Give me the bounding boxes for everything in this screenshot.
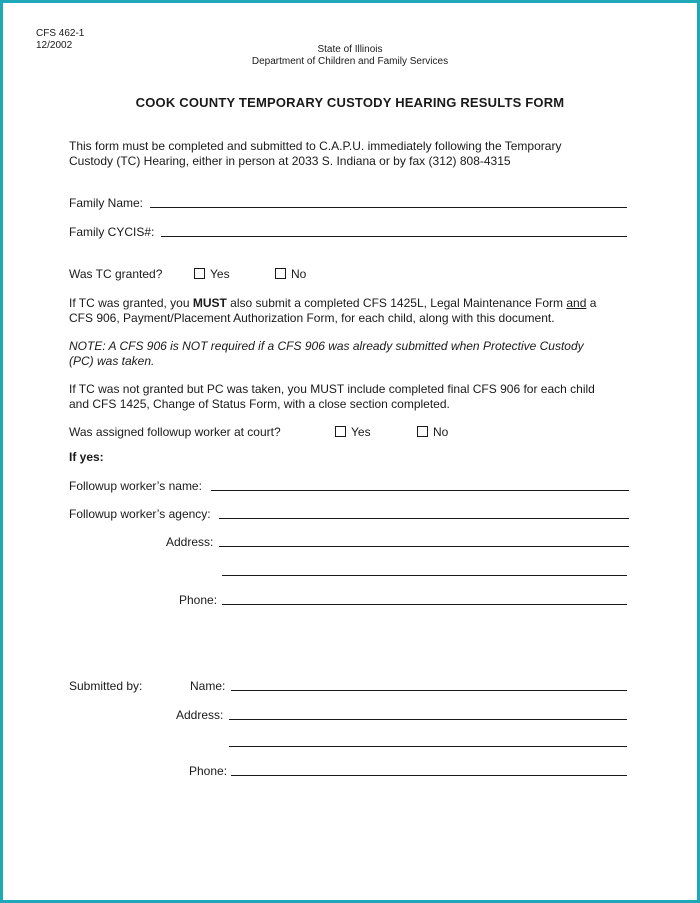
tc-no-checkbox[interactable]: [275, 268, 286, 279]
worker-address-field-1[interactable]: [219, 546, 629, 547]
form-date: 12/2002: [36, 40, 73, 51]
submitter-phone-field[interactable]: [231, 775, 627, 776]
submitter-address-label: Address:: [176, 708, 224, 722]
agency-state: State of Illinois: [317, 44, 383, 55]
worker-yes-label: Yes: [351, 425, 371, 439]
intro-line-1: This form must be completed and submitted to C.A.P.U. immediately following the Temporary: [69, 139, 562, 153]
note-line-2: (PC) was taken.: [69, 354, 155, 368]
note-line-1: NOTE: A CFS 906 is NOT required if a CFS 906 was already submitted when Protective Custody: [69, 339, 584, 353]
worker-name-field[interactable]: [211, 490, 629, 491]
tc-granted-question: Was TC granted?: [69, 267, 163, 281]
submitter-address-field-1[interactable]: [229, 719, 627, 720]
submitter-phone-label: Phone:: [189, 764, 228, 778]
and-emphasis: and: [566, 296, 587, 310]
family-name-label: Family Name:: [69, 196, 144, 210]
worker-phone-label: Phone:: [179, 593, 218, 607]
agency-department: Department of Children and Family Services: [251, 56, 449, 67]
family-name-field[interactable]: [150, 207, 627, 208]
tc-yes-checkbox[interactable]: [194, 268, 205, 279]
submitter-name-field[interactable]: [231, 690, 627, 691]
if-yes-heading: If yes:: [69, 450, 104, 464]
tc-yes-label: Yes: [210, 267, 230, 281]
pc-taken-line-1: If TC was not granted but PC was taken, you MUST include completed final CFS 906 for each child: [69, 382, 595, 396]
worker-address-label: Address:: [166, 535, 214, 549]
worker-agency-field[interactable]: [219, 518, 629, 519]
submitter-address-field-2[interactable]: [229, 746, 627, 747]
worker-name-label: Followup worker’s name:: [69, 479, 202, 493]
worker-question: Was assigned followup worker at court?: [69, 425, 281, 439]
worker-agency-label: Followup worker’s agency:: [69, 507, 211, 521]
family-cycis-label: Family CYCIS#:: [69, 225, 155, 239]
worker-no-checkbox[interactable]: [417, 426, 428, 437]
tc-granted-line-1: If TC was granted, you MUST also submit a completed CFS 1425L, Legal Maintenance Form and a: [69, 296, 597, 310]
submitted-by-label: Submitted by:: [69, 679, 143, 693]
worker-no-label: No: [433, 425, 449, 439]
family-cycis-field[interactable]: [161, 236, 627, 237]
submitter-name-label: Name:: [190, 679, 226, 693]
form-code: CFS 462-1: [36, 28, 85, 39]
form-title: COOK COUNTY TEMPORARY CUSTODY HEARING RESULTS FORM: [135, 95, 565, 110]
intro-line-2: Custody (TC) Hearing, either in person at 2033 S. Indiana or by fax (312) 808-4315: [69, 154, 511, 168]
worker-phone-field[interactable]: [222, 604, 627, 605]
tc-no-label: No: [291, 267, 307, 281]
worker-address-field-2[interactable]: [222, 575, 627, 576]
tc-granted-line-2: CFS 906, Payment/Placement Authorization Form, for each child, along with this document.: [69, 311, 555, 325]
worker-yes-checkbox[interactable]: [335, 426, 346, 437]
pc-taken-line-2: and CFS 1425, Change of Status Form, with a close section completed.: [69, 397, 450, 411]
must-emphasis: MUST: [192, 296, 227, 310]
